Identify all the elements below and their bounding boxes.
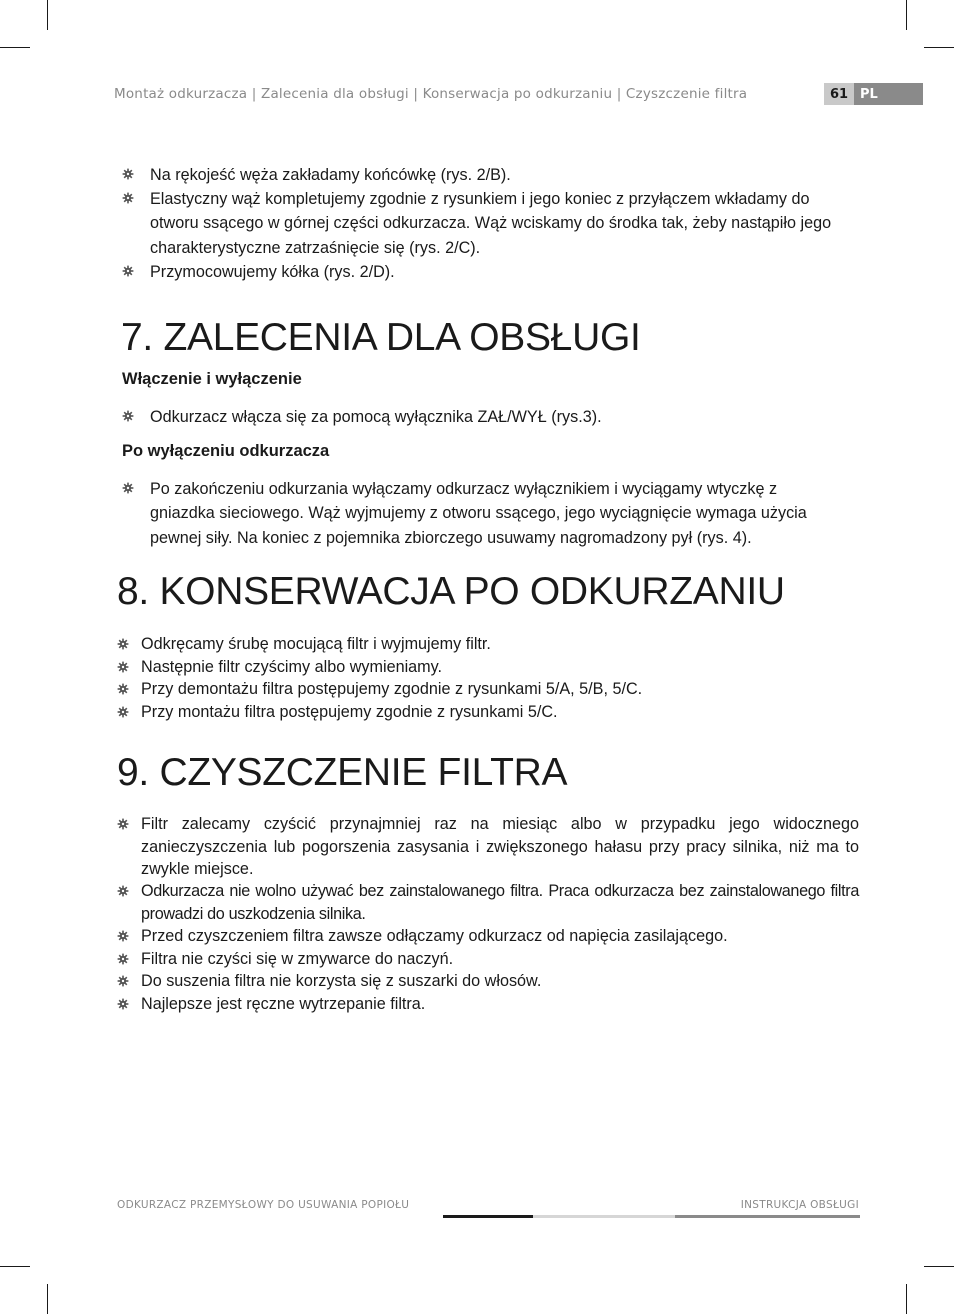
bullet-icon — [117, 661, 129, 673]
bullet-icon — [122, 265, 134, 277]
list-item — [117, 813, 859, 881]
bullet-icon — [117, 638, 129, 650]
bullet-icon — [117, 818, 129, 830]
list-item-text: Odkurzacza nie wolno używać bez zainstalowanego filtra. Praca odkurzacza bez zainstalowanego filtra prowadzi do uszkodzenia silnika. — [141, 882, 859, 923]
subheading: Włączenie i wyłączenie — [122, 370, 302, 388]
list-item-text: Przymocowujemy kółka (rys. 2/D). — [150, 263, 395, 281]
list-item — [122, 163, 842, 187]
list-item-text: Elastyczny wąż kompletujemy zgodnie z rysunkiem i jego koniec z przyłączem wkładamy do otworu ssącego w górnej części odkurzacza. Wąż wciskamy do środka tak, żeby nastąpiło jego charakterystyczne zatrzaśnięcie się (rys. 2/C). — [150, 190, 832, 257]
bullet-icon — [117, 683, 129, 695]
list-item-text: Filtra nie czyści się w zmywarce do naczyń. — [141, 950, 454, 968]
footer-bar-dark — [443, 1215, 533, 1218]
list-item-text: Odkręcamy śrubę mocującą filtr i wyjmujemy filtr. — [141, 635, 491, 653]
bullet-icon — [122, 410, 134, 422]
list-item-text: Przy demontażu filtra postępujemy zgodnie z rysunkami 5/A, 5/B, 5/C. — [141, 680, 643, 698]
bullet-icon — [117, 885, 129, 897]
crop-mark — [906, 0, 907, 30]
list-item-text: Przy montażu filtra postępujemy zgodnie z rysunkami 5/C. — [141, 703, 558, 721]
subheading: Po wyłączeniu odkurzacza — [122, 442, 330, 460]
footer-right: INSTRUKCJA OBSŁUGI — [740, 1199, 859, 1211]
list-item-text: Najlepsze jest ręczne wytrzepanie filtra. — [141, 995, 426, 1013]
section-heading: 9. CZYSZCZENIE FILTRA — [117, 751, 568, 794]
list-item — [122, 187, 834, 260]
list-item — [122, 477, 828, 550]
crop-mark — [47, 1284, 48, 1314]
footer-bar-mid — [675, 1215, 860, 1218]
list-item — [117, 970, 859, 993]
list-item-text: Odkurzacz włącza się za pomocą wyłącznika ZAŁ/WYŁ (rys.3). — [150, 408, 602, 426]
page-number: 61 — [824, 83, 854, 105]
language-badge: PL — [854, 83, 923, 105]
list-item-text: Filtr zalecamy czyścić przynajmniej raz na miesiąc albo w przypadku jego widocznego zanieczyszczenia lub pogorszenia zasysania i zwiększonego hałasu przy pracy silnika, niż ma to zwykle miejsce. — [141, 815, 859, 879]
list-item — [117, 925, 859, 948]
list-item — [122, 405, 842, 429]
list-item — [122, 260, 842, 284]
list-item — [117, 656, 859, 679]
bullet-icon — [122, 168, 134, 180]
crop-mark — [924, 47, 954, 48]
crop-mark — [924, 1266, 954, 1267]
list-item — [117, 993, 859, 1016]
crop-mark — [47, 0, 48, 30]
section-heading: 7. ZALECENIA DLA OBSŁUGI — [121, 316, 641, 359]
bullet-icon — [122, 482, 134, 494]
footer-left: ODKURZACZ PRZEMYSŁOWY DO USUWANIA POPIOŁU — [117, 1199, 410, 1211]
list-item — [117, 948, 859, 971]
crop-mark — [0, 47, 30, 48]
list-item — [117, 880, 859, 925]
list-item — [117, 633, 859, 656]
bullet-icon — [117, 975, 129, 987]
list-item-text: Przed czyszczeniem filtra zawsze odłączamy odkurzacz od napięcia zasilającego. — [141, 927, 728, 945]
footer-bar-light — [533, 1215, 675, 1218]
crop-mark — [0, 1266, 30, 1267]
bullet-icon — [117, 930, 129, 942]
crop-mark — [906, 1284, 907, 1314]
list-item-text: Po zakończeniu odkurzania wyłączamy odkurzacz wyłącznikiem i wyciągamy wtyczkę z gniazdka sieciowego. Wąż wyjmujemy z otworu ssącego, jego wyciągnięcie wymaga użycia pewnej siły. Na koniec z pojemnika zbiorczego usuwamy nagromadzony pył (rys. 4). — [150, 480, 807, 547]
list-item-text: Następnie filtr czyścimy albo wymieniamy. — [141, 658, 443, 676]
bullet-icon — [117, 953, 129, 965]
list-item-text: Do suszenia filtra nie korzysta się z suszarki do włosów. — [141, 972, 542, 990]
bullet-icon — [117, 706, 129, 718]
header-breadcrumb: Montaż odkurzacza | Zalecenia dla obsługi | Konserwacja po odkurzaniu | Czyszczenie filtra — [114, 86, 748, 102]
bullet-icon — [117, 998, 129, 1010]
bullet-icon — [122, 192, 134, 204]
list-item-text: Na rękojeść węża zakładamy końcówkę (rys. 2/B). — [150, 166, 511, 184]
section-heading: 8. KONSERWACJA PO ODKURZANIU — [117, 570, 785, 613]
list-item — [117, 701, 859, 724]
list-item — [117, 678, 859, 701]
